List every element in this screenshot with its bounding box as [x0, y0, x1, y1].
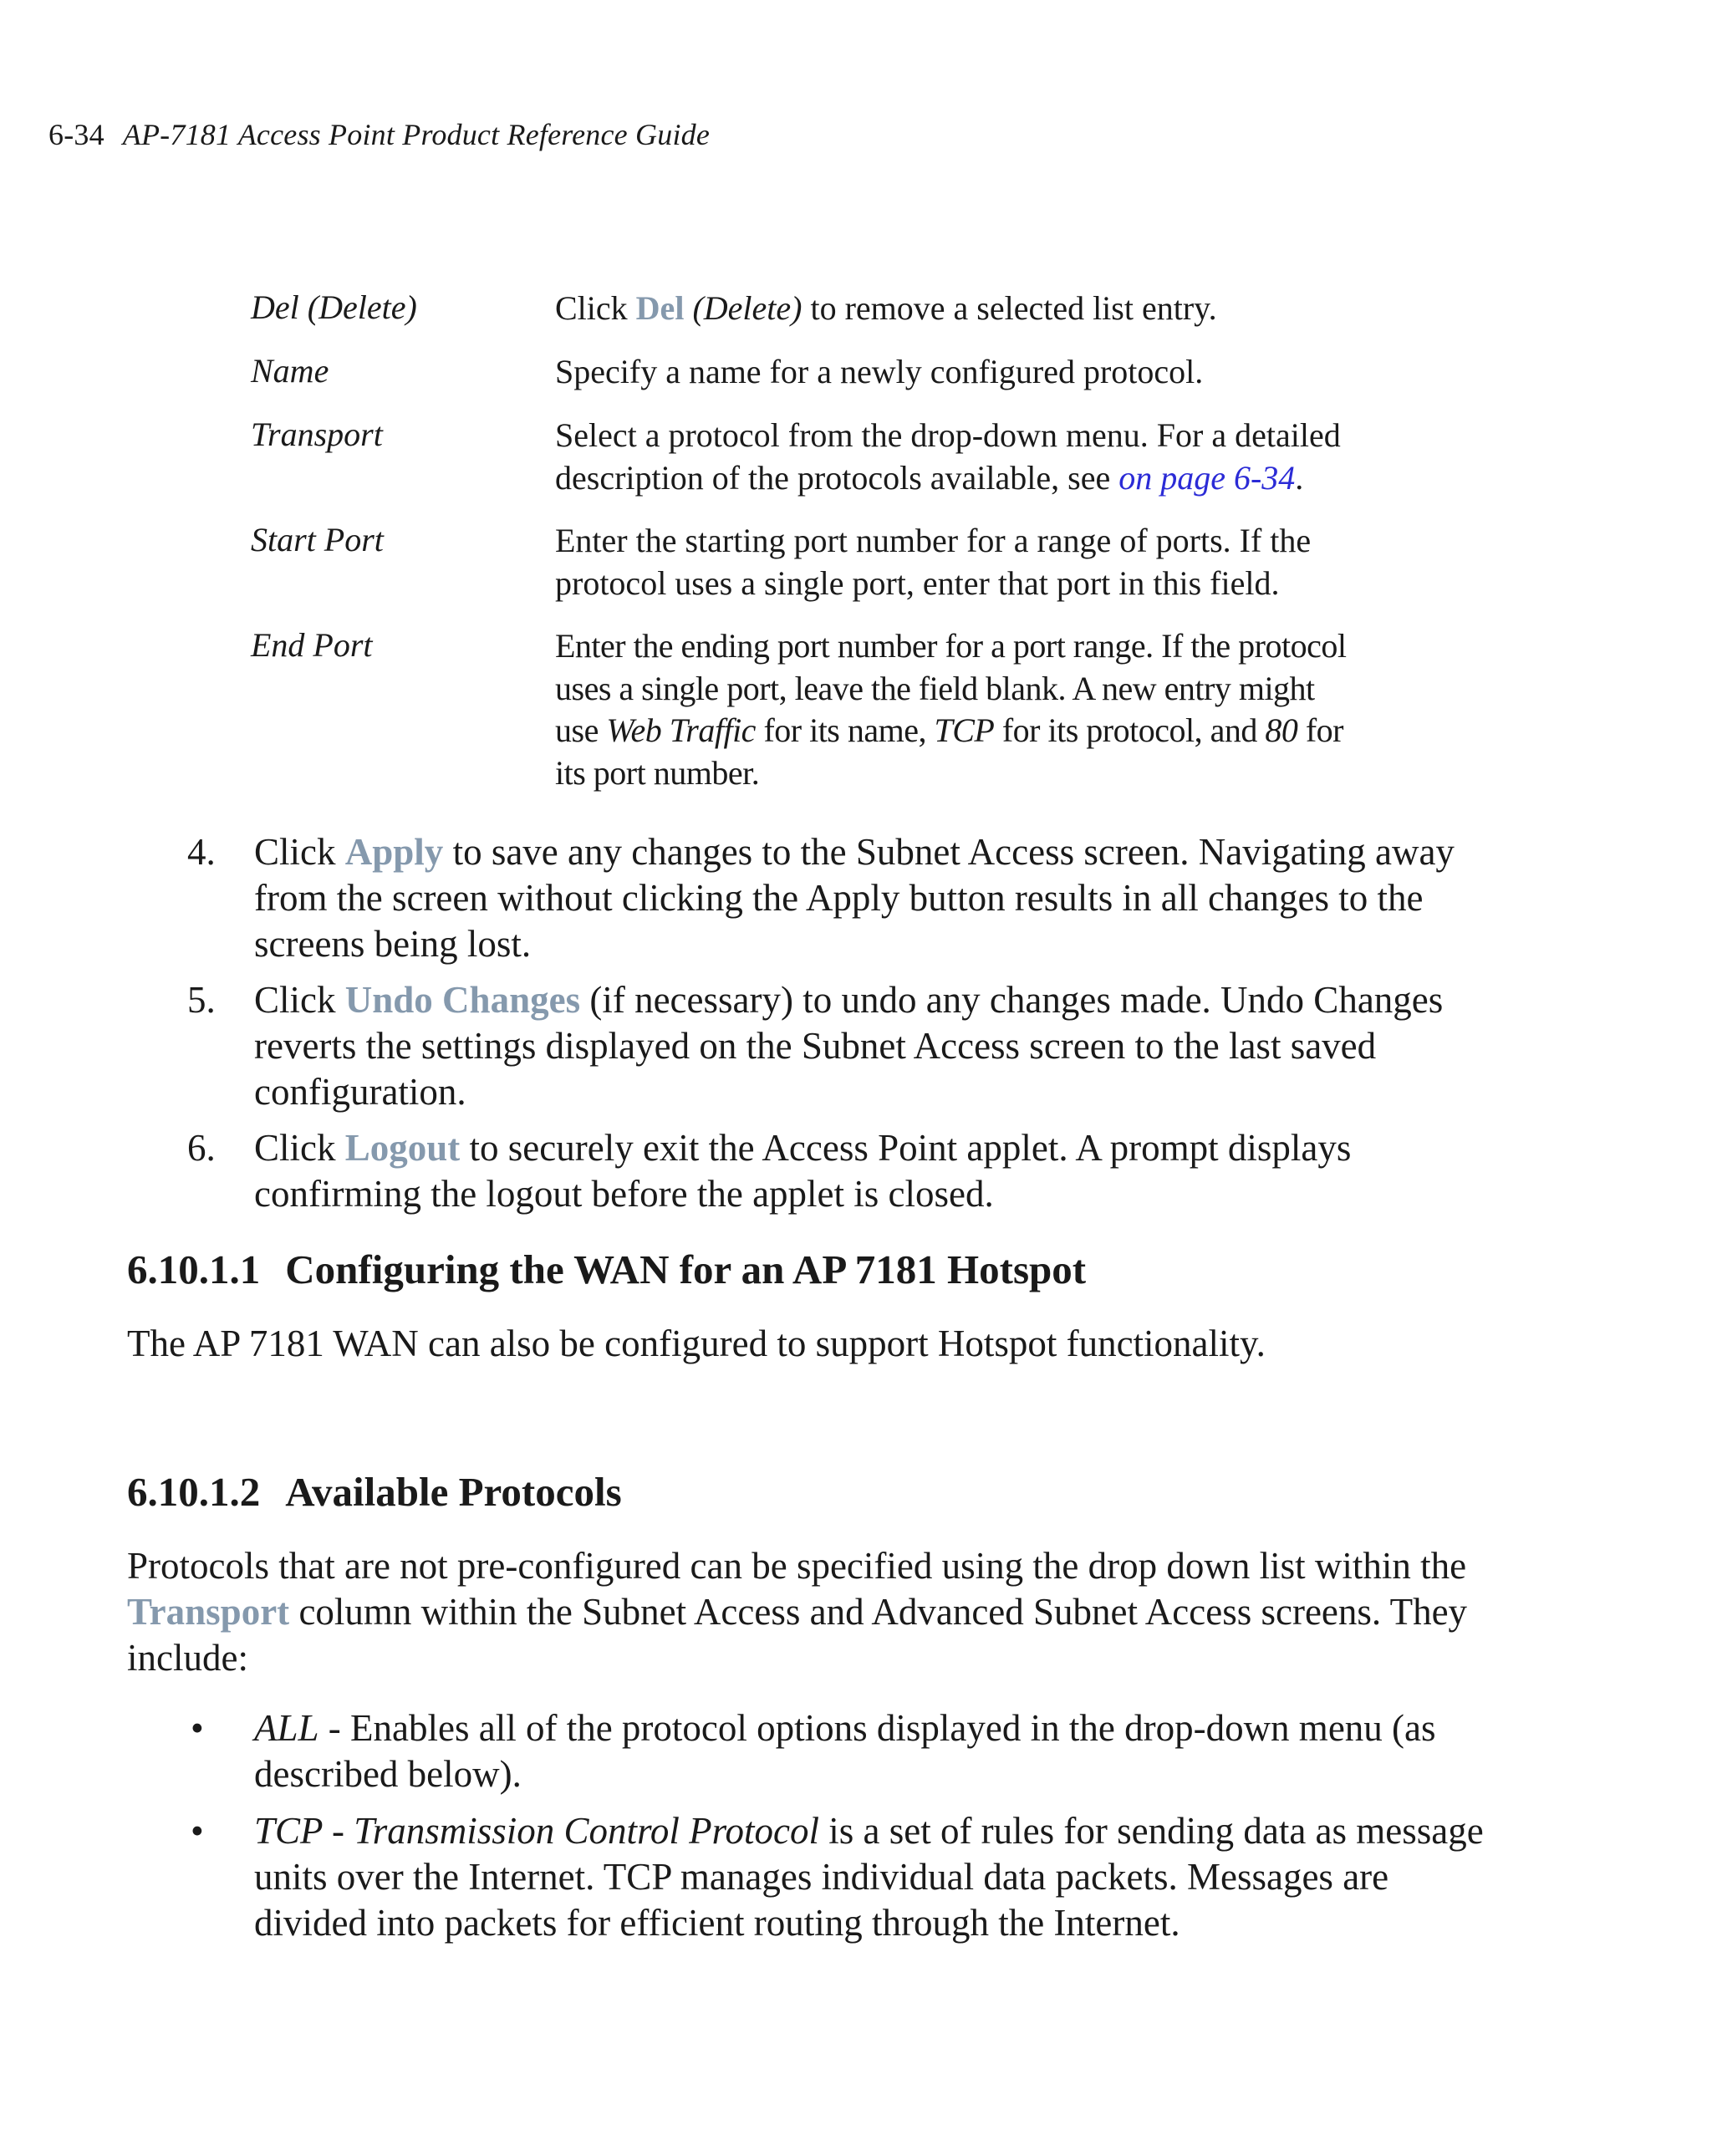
- step-number: 6.: [187, 1127, 216, 1169]
- document-page: 6-34 AP-7181 Access Point Product Reference Guide Del (Delete) Click Del (Delete) to remove a selected list entry. Name Specify a name for a newly configured protocol. Transport Select a protocol from the drop-down menu. For a detailed description of the protocols available, see on page 6-34. Start Port Enter the starting port number for a range of ports. If the protocol uses a single port, enter that port in this field. End Port Enter the ending port number for a port range. If the protocol uses a single port, leave the field blank. A new entry might use Web Traffic for its name, TCP for its protocol, and 80 for its port number. 4. Click Apply to save any changes to the Subnet Access screen. Navigating away from the screen without clicking the Apply button results in all changes to the screens being lost. 5. Click Undo Changes (if necessary) to undo any changes made. Undo Changes reverts the settings displayed on the Subnet Access screen to the last saved configuration. 6. Click Logout to securely exit the Access Point applet. A prompt displays confirming the logout before the applet is closed. 6.10.1.1 Configuring the WAN for an AP 7181 Hotspot The AP 7181 WAN can also be configured to support Hotspot functionality. 6.10.1.2 Available Protocols Protocols that are not pre-configured can be specified using the drop down list within the Transport column within the Subnet Access and Advanced Subnet Access screens. They include: • ALL - Enables all of the protocol options displayed in the drop-down menu (as described below). • TCP - Transmission Control Protocol is a set of rules for sending data as message units over the Internet. TCP manages individual data packets. Messages are divided into packets for efficient routing through the Internet.: [0, 0, 1712, 2156]
- param-desc-name: Specify a name for a newly configured protocol.: [555, 353, 1204, 390]
- apply-keyword: Apply: [344, 831, 444, 873]
- param-name-del: Del (Delete): [251, 288, 417, 326]
- param-desc-del: Click Del (Delete) to remove a selected list entry.: [555, 289, 1217, 327]
- param-name-end-port: End Port: [251, 626, 373, 664]
- param-desc-end-port: Enter the ending port number for a port range. If the protocol uses a single port, leave the field blank. A new entry might use Web Traffic for its name, TCP for its protocol, and 80 for its port number.: [555, 627, 1347, 792]
- section-heading-protocols: 6.10.1.2 Available Protocols: [127, 1469, 622, 1515]
- page-header: [48, 117, 710, 152]
- section-body-hotspot: The AP 7181 WAN can also be configured to support Hotspot functionality.: [127, 1323, 1266, 1364]
- param-desc-start-port: Enter the starting port number for a range of ports. If the protocol uses a single port, enter that port in this field.: [555, 522, 1312, 602]
- page-number: 6-34: [48, 118, 104, 151]
- logout-keyword: Logout: [344, 1127, 461, 1169]
- section-body-protocols: Protocols that are not pre-configured can be specified using the drop down list within the Transport column within the Subnet Access and Advanced Subnet Access screens. They include:: [127, 1545, 1468, 1679]
- param-name-transport: Transport: [251, 415, 383, 453]
- step-number: 5.: [187, 979, 216, 1021]
- book-title: AP-7181 Access Point Product Reference Guide: [122, 118, 711, 151]
- transport-keyword: Transport: [127, 1591, 290, 1633]
- del-keyword: Del: [635, 289, 685, 327]
- param-name-name: Name: [251, 352, 329, 390]
- param-name-start-port: Start Port: [251, 521, 384, 558]
- step-number: 4.: [187, 831, 216, 873]
- undo-changes-keyword: Undo Changes: [344, 979, 581, 1021]
- page-link[interactable]: on page 6-34: [1118, 458, 1296, 497]
- section-heading-hotspot: 6.10.1.1 Configuring the WAN for an AP 7181 Hotspot: [127, 1246, 1087, 1292]
- param-desc-transport: Select a protocol from the drop-down menu. For a detailed description of the protocols available, see on page 6-34.: [555, 416, 1341, 497]
